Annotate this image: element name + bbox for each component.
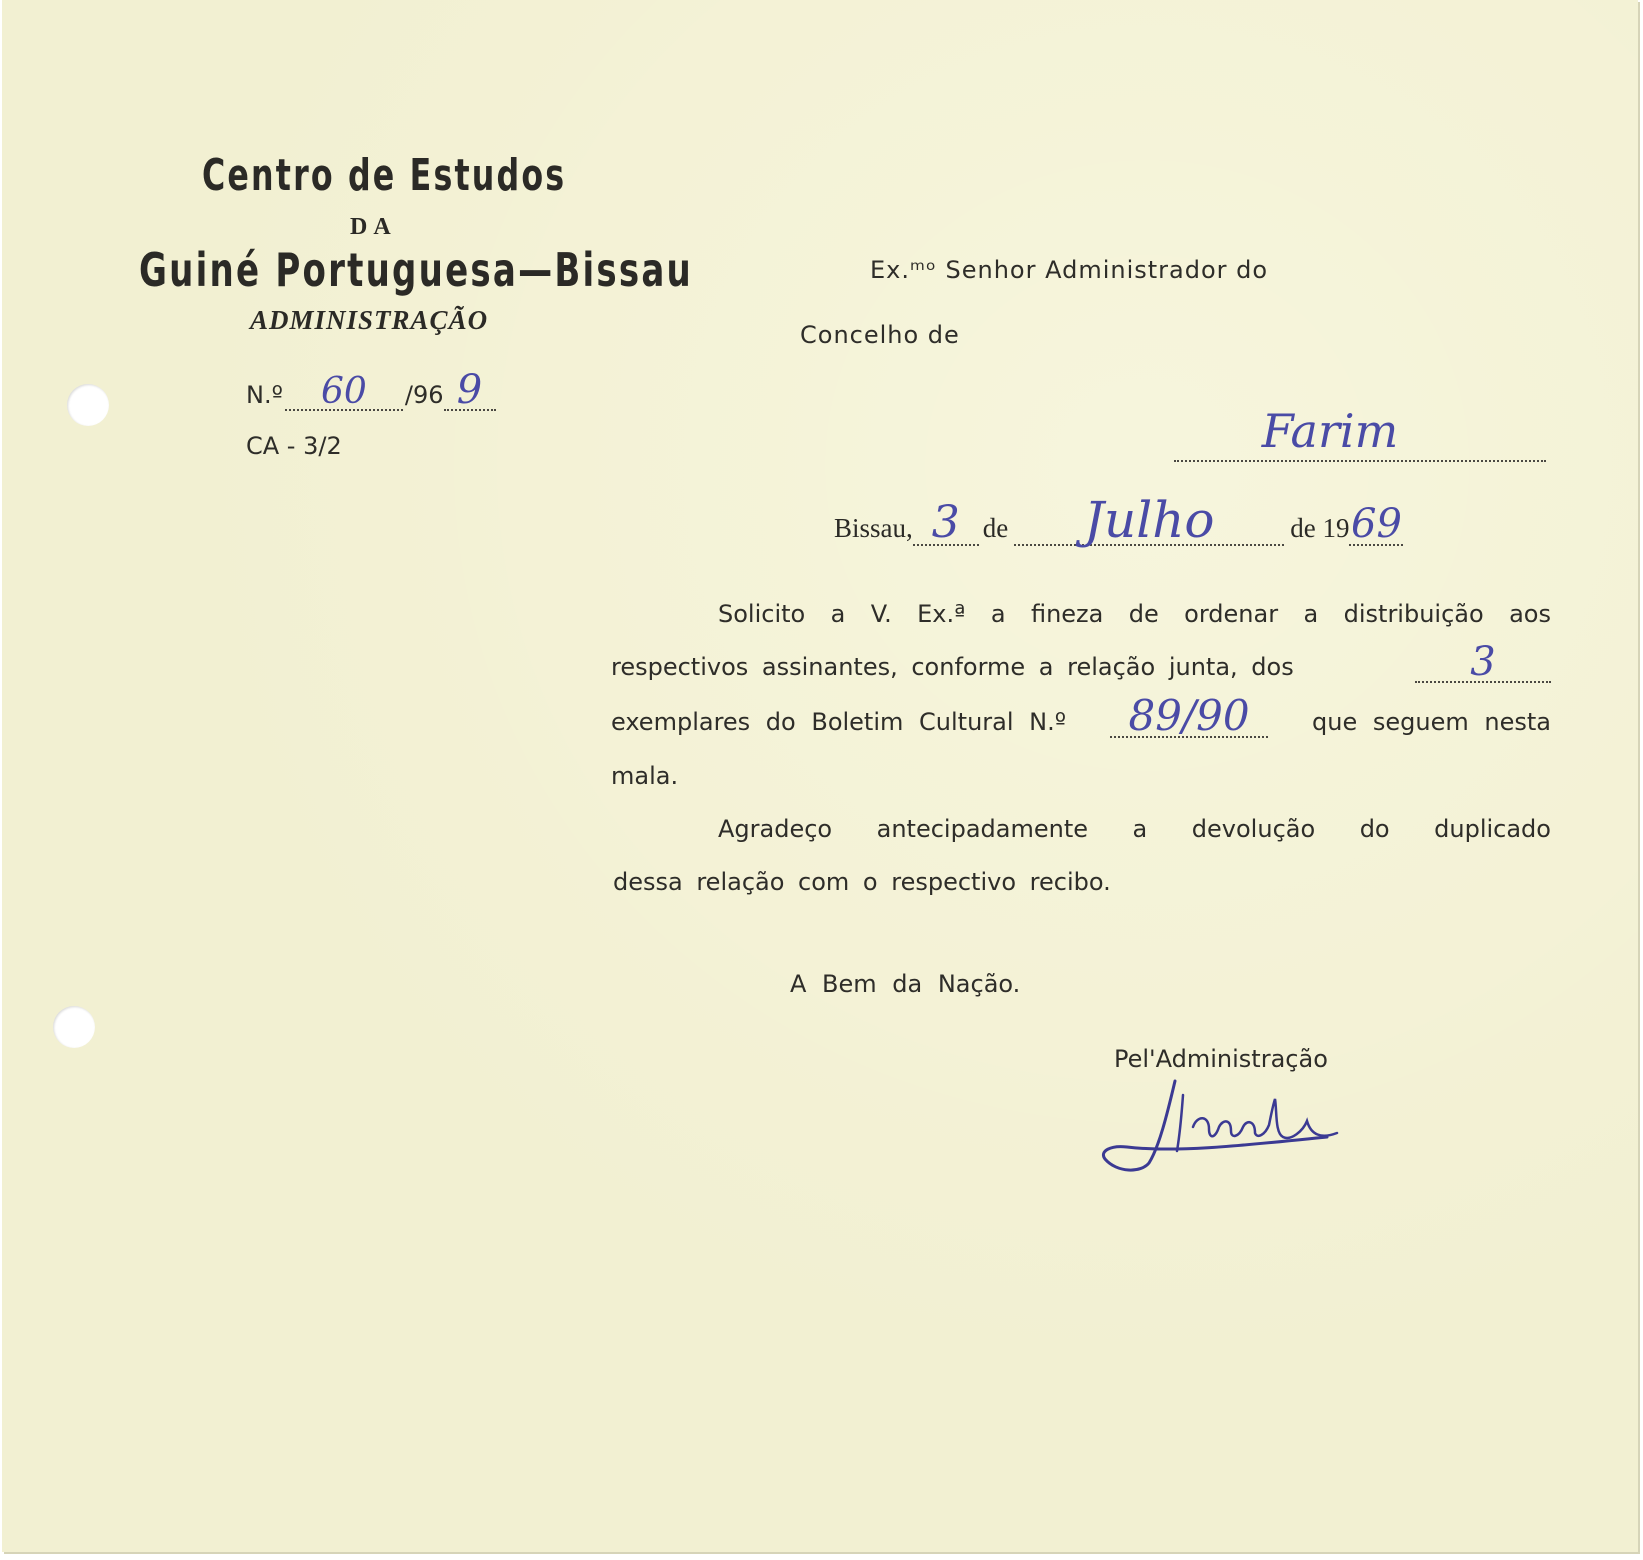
addressee-line-2: Concelho de: [800, 321, 960, 349]
addressee-place-field: [1174, 404, 1546, 462]
p2-word: Agradeço: [718, 815, 833, 843]
reference-code: CA - 3/2: [246, 432, 342, 460]
reference-number-row: [246, 367, 496, 413]
letterhead-line-4: ADMINISTRAÇÃO: [250, 305, 489, 335]
p1-word: Solicito: [718, 600, 806, 628]
letterhead-line-3: Guiné Portuguesa—Bissau: [139, 243, 694, 297]
p1-word: a: [1303, 600, 1319, 628]
reference-year-suffix: 9: [456, 367, 483, 413]
reference-year-field: [444, 367, 496, 413]
p1-word: aos: [1509, 600, 1551, 628]
p1-word: a: [830, 600, 846, 628]
date-day-field: [913, 497, 979, 548]
body-p1-line-3-text: exemplares do Boletim Cultural N.º: [611, 708, 1067, 736]
date-year-field: [1349, 501, 1403, 547]
punch-hole-top: [67, 384, 109, 426]
body-p1-line-3-tail: que seguem nesta: [1312, 708, 1551, 736]
body-paragraph-1-line-4: mala.: [611, 762, 679, 790]
letter-page: [2, 0, 1638, 1552]
p1-word: de: [1128, 600, 1159, 628]
signatory-label: Pel'Administração: [1114, 1045, 1328, 1073]
copies-count-field: [1415, 639, 1551, 685]
bulletin-number-field: [1110, 691, 1268, 740]
closing-salutation: A Bem da Nação.: [790, 970, 1021, 998]
copies-count: 3: [1470, 639, 1496, 685]
addressee-place: Farim: [1261, 404, 1399, 458]
punch-hole-bottom: [53, 1006, 95, 1048]
p1-word: fineza: [1030, 600, 1104, 628]
addressee-line-1: Ex.ᵐᵒ Senhor Administrador do: [870, 256, 1269, 284]
p2-word: duplicado: [1434, 815, 1551, 843]
reference-number-label: N.º: [246, 381, 283, 409]
date-day: 3: [931, 497, 960, 548]
p1-word: V.: [870, 600, 892, 628]
body-p1-line-2-text: respectivos assinantes, conforme a relação junta, dos: [611, 653, 1294, 681]
letterhead-line-2: DA: [350, 214, 397, 240]
date-city: Bissau,: [834, 513, 913, 543]
reference-number-field: [285, 371, 403, 412]
letterhead-line-1: Centro de Estudos: [202, 150, 567, 201]
date-month-field: [1014, 491, 1284, 549]
p2-word: antecipadamente: [876, 815, 1089, 843]
body-paragraph-1-line-3: [611, 691, 1551, 740]
body-paragraph-2-line-1: [718, 815, 1551, 843]
date-de-1: de: [982, 513, 1009, 543]
p2-word: devolução: [1191, 815, 1316, 843]
p1-word: Ex.ª: [917, 600, 966, 628]
p2-word: do: [1359, 815, 1390, 843]
reference-year-prefix: /96: [404, 381, 444, 409]
handwritten-signature: [1097, 1075, 1377, 1180]
bulletin-number: 89/90: [1128, 691, 1250, 740]
p1-word: a: [990, 600, 1006, 628]
p1-word: distribuição: [1343, 600, 1484, 628]
date-de-2: de 19: [1290, 513, 1350, 543]
date-month: Julho: [1083, 491, 1215, 549]
body-paragraph-1-line-2: [611, 639, 1551, 685]
date-row: [834, 491, 1403, 549]
body-paragraph-1-line-1: [718, 600, 1551, 628]
p2-word: a: [1132, 815, 1148, 843]
date-year: 69: [1351, 501, 1402, 547]
reference-number-value: 60: [320, 371, 367, 412]
p1-word: ordenar: [1184, 600, 1279, 628]
body-paragraph-2-line-2: dessa relação com o respectivo recibo.: [613, 868, 1111, 896]
